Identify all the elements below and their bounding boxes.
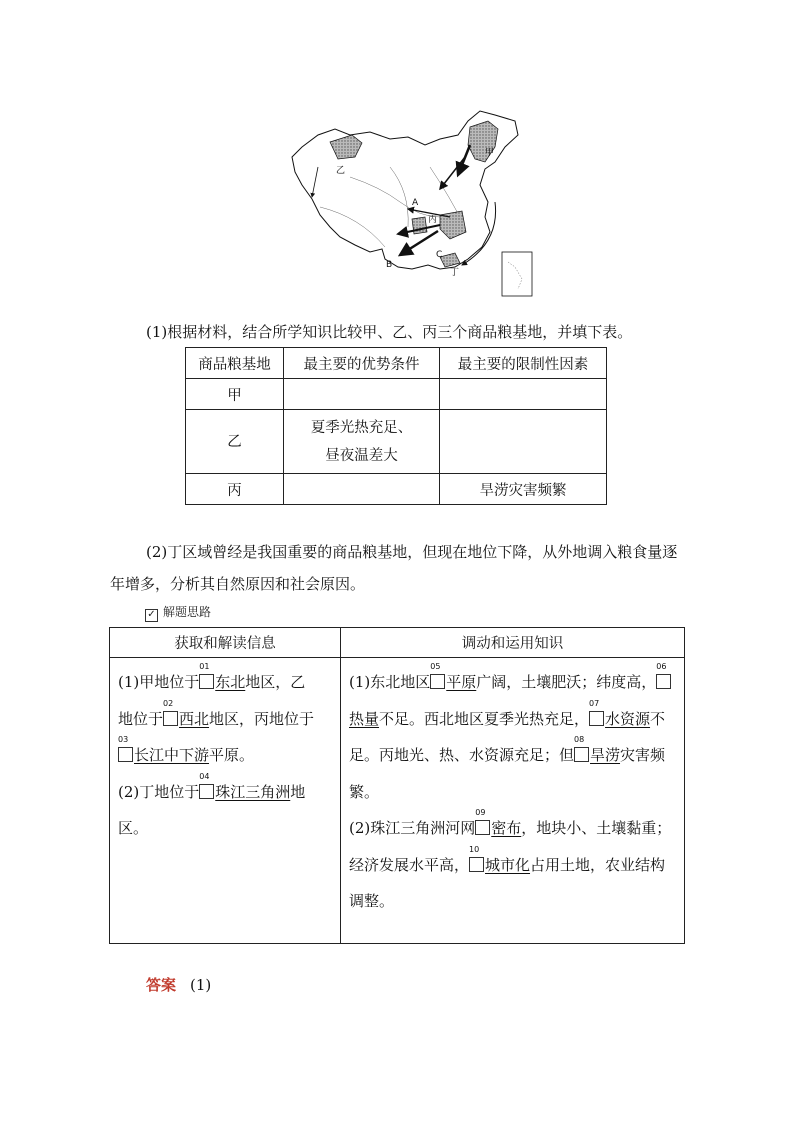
answer-blank-icon: 06 <box>656 674 671 689</box>
advantage-line: 昼夜温差大 <box>325 447 398 464</box>
answer-01: 东北 <box>215 673 246 691</box>
limit-cell: 旱涝灾害频繁 <box>440 474 607 505</box>
base-cell: 甲 <box>186 379 284 410</box>
limit-cell <box>440 410 607 474</box>
answer-blank-icon: 04 <box>199 784 214 799</box>
region-yi <box>330 135 362 159</box>
map-label-a: A <box>412 198 419 208</box>
advantage-cell <box>284 410 440 474</box>
advantage-line: 夏季光热充足、 <box>310 419 413 436</box>
map-label-b: B <box>386 260 393 270</box>
question-2 <box>110 536 686 600</box>
answer-blank-icon: 09 <box>475 820 490 835</box>
question-1: (1)根据材料，结合所学知识比较甲、乙、丙三个商品粮基地，并填下表。 <box>146 323 633 341</box>
answer-02: 西北 <box>179 709 210 728</box>
answer-09: 密布 <box>491 819 522 837</box>
base-cell: 丙 <box>186 474 284 505</box>
china-map <box>290 107 535 302</box>
map-label-jia: 甲 <box>485 148 495 158</box>
table-row <box>186 410 607 474</box>
answer-blank-icon: 03 <box>118 747 133 762</box>
answer-05: 平原 <box>446 673 477 691</box>
hint-section-label <box>145 603 211 622</box>
header-base: 商品粮基地 <box>186 348 284 379</box>
table-row <box>186 379 607 410</box>
answer-07: 水资源 <box>605 709 651 728</box>
advantage-cell <box>284 474 440 505</box>
solution-table <box>109 627 685 944</box>
map-label-yi: 乙 <box>336 166 346 176</box>
map-label-bing: 丙 <box>428 215 438 225</box>
question-2-text: (2)丁区域曾经是我国重要的商品粮基地，但现在地位下降，从外地调入粮食量逐年增多，分析其自然原因和社会原因。 <box>110 543 678 593</box>
advantage-cell <box>284 379 440 410</box>
header-knowledge: 调动和运用知识 <box>341 628 685 658</box>
knowledge-cell: (1)东北地区 05 平原广阔，土壤肥沃；纬度高， 06 热量不足。西北地区夏季光热充足， 07 水资源不 足。丙地光、热、水资源充足；但 08 旱涝灾害频 繁。 (2)珠江三角洲河网 09 密布，地块小、土壤黏重； 经济发展水平高， 10 城市化占用土地，农业结构 调整。 <box>341 658 685 944</box>
answer-blank-icon: 02 <box>163 711 178 726</box>
header-limit: 最主要的限制性因素 <box>440 348 607 379</box>
south-china-sea-inset <box>502 252 532 296</box>
header-advantage: 最主要的优势条件 <box>284 348 440 379</box>
answer-section <box>146 974 211 995</box>
answer-text: (1) <box>190 976 212 994</box>
answer-10: 城市化 <box>485 855 531 874</box>
header-info: 获取和解读信息 <box>110 628 341 658</box>
hint-label: 解题思路 <box>163 605 212 619</box>
base-cell: 乙 <box>186 410 284 474</box>
answer-label: 答案 <box>146 976 177 994</box>
region-bing <box>440 211 466 239</box>
map-label-ding: 丁 <box>450 268 460 278</box>
info-cell: (1)甲地位于 01 东北地区，乙 地位于 02 西北地区，丙地位于 03 长江中下游平原。 (2)丁地位于 04 珠江三角洲地 区。 <box>110 658 341 944</box>
answer-blank-icon: 05 <box>430 674 445 689</box>
table-row <box>186 474 607 505</box>
region-ding <box>440 253 460 267</box>
answer-08: 旱涝 <box>590 746 621 764</box>
answer-06: 热量 <box>349 709 380 728</box>
china-map-figure <box>290 107 535 302</box>
answer-04: 珠江三角洲 <box>215 782 291 801</box>
answer-03: 长江中下游 <box>134 746 210 764</box>
map-label-c: C <box>436 250 443 260</box>
answer-blank-icon: 01 <box>199 674 214 689</box>
answer-blank-icon: 07 <box>589 711 604 726</box>
grain-base-table <box>185 347 607 505</box>
limit-cell <box>440 379 607 410</box>
answer-blank-icon: 08 <box>574 747 589 762</box>
answer-blank-icon: 10 <box>469 857 484 872</box>
checkbox-icon: ✓ <box>145 609 158 622</box>
